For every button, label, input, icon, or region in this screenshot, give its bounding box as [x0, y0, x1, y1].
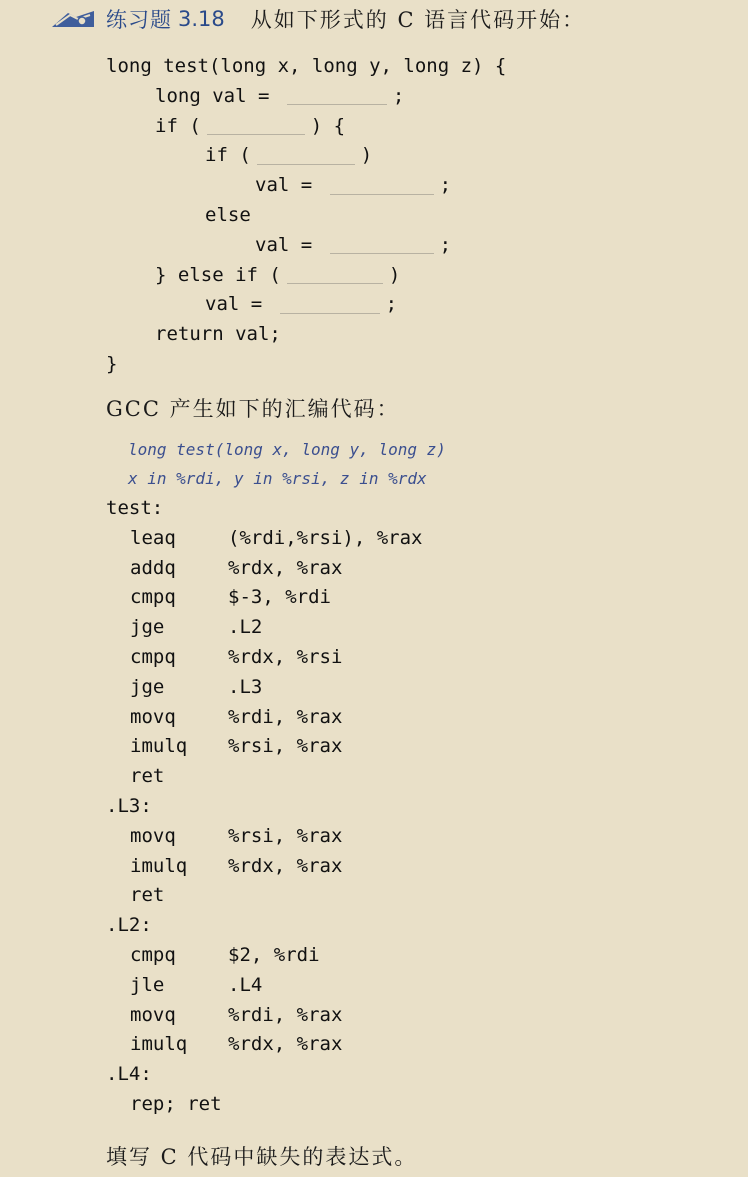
asm-opcode: movq: [130, 1003, 176, 1026]
blank-field: [330, 237, 434, 254]
asm-label: .L2:: [106, 914, 152, 937]
asm-instruction-row: [106, 822, 422, 852]
asm-opcode: imulq: [130, 735, 188, 758]
asm-instruction-row: [106, 673, 422, 703]
code-line: } else if ( ): [155, 263, 401, 286]
asm-label: test:: [106, 497, 164, 519]
asm-opcode: leaq: [130, 526, 176, 549]
asm-instruction-row: [106, 1090, 422, 1120]
code-line: long val = ;: [155, 84, 405, 107]
asm-label-row: [106, 494, 422, 524]
asm-instruction-row: [106, 971, 422, 1001]
blank-field: [257, 148, 355, 165]
asm-opcode: jge: [130, 616, 165, 639]
asm-operands: %rdi, %rax: [228, 1003, 343, 1026]
asm-instruction-row: [106, 852, 422, 882]
asm-instruction-row: [106, 881, 422, 911]
asm-instruction-row: [106, 554, 422, 584]
asm-instruction-row: [106, 1030, 422, 1060]
asm-listing: [106, 494, 422, 1120]
code-line: val = ;: [205, 293, 398, 316]
asm-opcode: movq: [130, 705, 176, 728]
exercise-description: 从如下形式的 C 语言代码开始：: [250, 8, 586, 32]
asm-instruction-row: [106, 583, 422, 613]
blank-field: [207, 118, 305, 135]
asm-operands: %rsi, %rax: [228, 824, 343, 847]
asm-opcode: cmpq: [130, 645, 176, 668]
blank-field: [330, 178, 434, 195]
asm-operands: .L2: [228, 616, 263, 639]
asm-opcode: movq: [130, 824, 176, 847]
gcc-intro: GCC 产生如下的汇编代码：: [106, 397, 400, 421]
asm-operands: %rdx, %rax: [228, 854, 343, 877]
asm-instruction-row: [106, 613, 422, 643]
asm-instruction-row: [106, 762, 422, 792]
asm-opcode: ret: [130, 884, 165, 907]
asm-opcode: ret: [130, 765, 165, 788]
pencil-icon: [50, 7, 96, 31]
code-line: if ( ) {: [155, 114, 346, 137]
asm-instruction-row: [106, 1001, 422, 1031]
asm-instruction-row: [106, 941, 422, 971]
asm-comment-signature: long test(long x, long y, long z): [128, 440, 446, 459]
asm-comment-registers: x in %rdi, y in %rsi, z in %rdx: [128, 469, 427, 488]
asm-instruction-row: [106, 703, 422, 733]
asm-operands: %rdi, %rax: [228, 705, 343, 728]
code-line: else: [205, 203, 251, 226]
asm-operands: %rdx, %rsi: [228, 645, 343, 668]
asm-opcode: addq: [130, 556, 176, 579]
code-line: return val;: [155, 323, 281, 346]
code-line: val = ;: [255, 174, 452, 197]
c-code-block: [106, 52, 506, 380]
code-line: if ( ): [205, 144, 373, 167]
asm-instruction-row: [106, 524, 422, 554]
asm-operands: $-3, %rdi: [228, 586, 331, 609]
asm-operands: .L3: [228, 675, 263, 698]
exercise-label: 练习题: [106, 8, 172, 32]
asm-operands: $2, %rdi: [228, 943, 320, 966]
asm-operands: %rdx, %rax: [228, 1033, 343, 1056]
asm-operands: (%rdi,%rsi), %rax: [228, 526, 423, 549]
asm-label: .L3:: [106, 794, 152, 817]
blank-field: [287, 267, 383, 284]
exercise-number: 3.18: [178, 7, 225, 31]
footer-instruction: 填写 C 代码中缺失的表达式。: [106, 1145, 418, 1169]
asm-label-row: [106, 1060, 422, 1090]
asm-operands: %rdx, %rax: [228, 556, 343, 579]
asm-opcode: cmpq: [130, 586, 176, 609]
asm-opcode: imulq: [130, 1033, 188, 1056]
asm-label: .L4:: [106, 1063, 152, 1086]
code-line: long test(long x, long y, long z) {: [106, 55, 507, 77]
asm-opcode: rep; ret: [130, 1092, 222, 1115]
asm-opcode: imulq: [130, 854, 188, 877]
exercise-title: [50, 4, 585, 34]
asm-label-row: [106, 911, 422, 941]
blank-field: [287, 88, 387, 105]
asm-instruction-row: [106, 643, 422, 673]
asm-opcode: jle: [130, 973, 165, 996]
blank-field: [280, 297, 380, 314]
asm-opcode: jge: [130, 675, 165, 698]
code-line: }: [106, 352, 118, 375]
asm-instruction-row: [106, 732, 422, 762]
asm-operands: .L4: [228, 973, 263, 996]
asm-operands: %rsi, %rax: [228, 735, 343, 758]
asm-label-row: [106, 792, 422, 822]
code-line: val = ;: [255, 233, 452, 256]
asm-opcode: cmpq: [130, 943, 176, 966]
